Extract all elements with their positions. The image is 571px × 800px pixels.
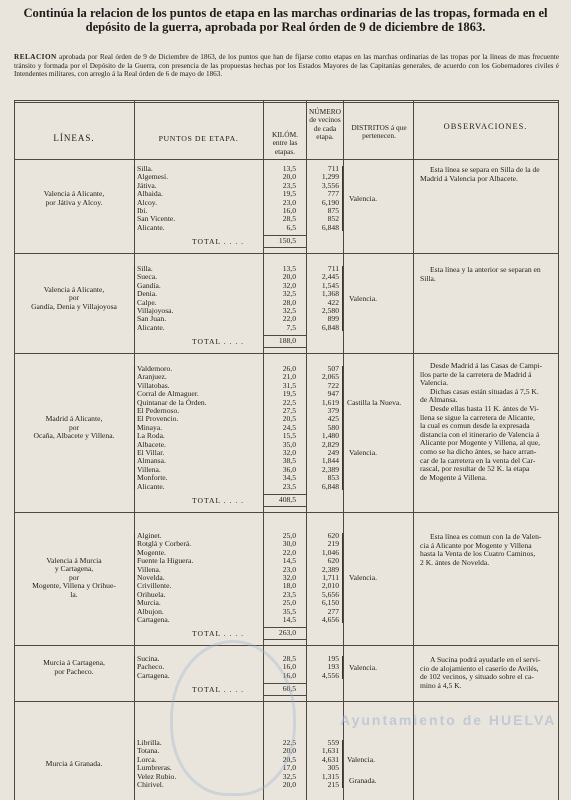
etapa-km: 15,5 xyxy=(282,431,296,441)
etapa-km: 6,5 xyxy=(286,222,296,232)
etapa-name: Lumbreras. xyxy=(137,763,172,773)
observacion xyxy=(420,362,553,482)
total-km: 188,0 xyxy=(278,336,296,346)
etapa-vecinos: 853 xyxy=(327,473,339,483)
etapa-km: 23,5 xyxy=(282,180,296,190)
etapa-name: Alicante. xyxy=(137,222,165,232)
col-rule xyxy=(14,100,15,800)
etapa-name: Villena. xyxy=(137,464,161,474)
bracket xyxy=(134,266,135,331)
observacion-line: llos parte de la carretera de Madrid á xyxy=(420,369,532,379)
page-title: Continúa la relacion de los puntos de etapa en las marchas ordinarias de las tropas, formada en el depósito de la guerra, aprobada por Real órden de 9 de diciembre de 1863. xyxy=(23,6,548,34)
total-km: 150,5 xyxy=(278,236,296,246)
etapa-name: Chirivel. xyxy=(137,780,164,789)
group-separator xyxy=(14,512,559,513)
etapa-km: 20,0 xyxy=(282,172,296,182)
etapa-name: Monforte. xyxy=(137,473,168,483)
total-label: TOTAL . . . . xyxy=(192,237,245,247)
group-separator xyxy=(14,253,559,254)
etapa-km: 34,5 xyxy=(282,473,296,483)
linea-label xyxy=(16,286,132,312)
etapa-vecinos: 6,848 xyxy=(321,481,339,491)
etapa-name: Albacete. xyxy=(137,439,166,449)
etapa-name: Murcia. xyxy=(137,598,161,608)
etapa-name: Algemesí. xyxy=(137,172,169,182)
bracket xyxy=(339,533,343,623)
etapa-km: 32,5 xyxy=(282,306,296,315)
total-rule xyxy=(263,347,306,348)
etapa-name: Ibi. xyxy=(137,206,148,215)
etapa-vecinos: 379 xyxy=(327,406,339,415)
etapa-name: Librilla. xyxy=(137,738,162,747)
etapa-vecinos: 4,556 xyxy=(321,670,339,680)
etapa-vecinos: 2,445 xyxy=(321,272,339,282)
observacion-line: distancia con el itinerario de Valencia á xyxy=(420,429,540,439)
etapa-name: Gandía. xyxy=(137,280,161,290)
etapa-vecinos: 777 xyxy=(327,189,339,199)
linea-label xyxy=(16,415,132,441)
observacion-line: Madrid á Valencia por Albacete. xyxy=(420,173,518,183)
etapa-name: Pacheco. xyxy=(137,662,165,672)
observacion-line: la cual es comun desde la expresada xyxy=(420,421,530,431)
observacion-line: de Mogente á Villena. xyxy=(420,472,487,482)
etapa-name: Villatobas. xyxy=(137,380,170,390)
col-rule xyxy=(558,100,559,800)
observacion xyxy=(420,266,553,283)
distrito: Granada. xyxy=(349,775,377,785)
etapa-vecinos: 215 xyxy=(327,780,339,789)
etapa-vecinos: 875 xyxy=(327,206,339,215)
etapa-vecinos: 249 xyxy=(327,448,339,457)
linea-line: la. xyxy=(70,590,78,600)
observacion-line: Alicante por Mogente y Villena, al que, xyxy=(420,438,541,448)
etapa-vecinos: 277 xyxy=(327,606,339,616)
etapa-km: 21,0 xyxy=(282,372,296,382)
etapa-vecinos: 2,829 xyxy=(321,439,339,449)
observacion-line: Desde ellas hasta 11 K. ántes de Vi- xyxy=(430,403,539,413)
header-observaciones: OBSERVACIONES. xyxy=(443,122,528,131)
linea-line: Murcia á Cartagena, xyxy=(43,658,105,667)
etapa-km: 20,5 xyxy=(282,754,296,764)
etapa-name: Novelda. xyxy=(137,573,165,582)
linea-line: Valencia á Alicante, xyxy=(43,189,105,198)
etapa-km: 28,0 xyxy=(282,297,296,307)
observacion-line: llena se sigue la carretera de Alicante, xyxy=(420,412,535,422)
etapa-km: 36,0 xyxy=(282,464,296,474)
total-rule xyxy=(263,247,306,248)
etapa-name: El Villar. xyxy=(137,448,165,457)
etapa-vecinos: 4,656 xyxy=(321,615,339,624)
bracket xyxy=(134,656,135,679)
bracket xyxy=(134,740,135,788)
watermark-text xyxy=(300,712,556,728)
etapa-name: Valdemoro. xyxy=(137,364,173,373)
etapa-vecinos: 711 xyxy=(327,164,339,173)
etapa-name: Silla. xyxy=(137,164,153,173)
etapa-km: 26,0 xyxy=(282,364,296,373)
linea-line: y Cartagena, xyxy=(54,564,94,574)
etapa-vecinos: 899 xyxy=(327,314,339,324)
linea-line: por Pacheco. xyxy=(54,666,94,676)
etapa-vecinos: 195 xyxy=(327,654,339,663)
etapa-name: Cartagena. xyxy=(137,670,170,680)
header-numero: NÚMERO de vecinos de cada etapa. xyxy=(308,107,342,142)
etapa-km: 20,0 xyxy=(282,272,296,282)
etapa-name: Crivillente. xyxy=(137,581,172,591)
etapa-km: 23,0 xyxy=(282,197,296,207)
linea-line: Murcia á Granada. xyxy=(45,758,103,768)
etapa-vecinos: 507 xyxy=(327,364,339,373)
etapa-vecinos: 620 xyxy=(327,531,339,540)
etapa-vecinos: 1,844 xyxy=(321,456,339,466)
etapa-km: 32,5 xyxy=(282,289,296,299)
etapa-name: Villajoyosa. xyxy=(137,306,174,315)
etapa-vecinos: 1,299 xyxy=(321,172,339,182)
etapa-vecinos: 1,368 xyxy=(321,289,339,299)
etapa-km: 22,0 xyxy=(282,547,296,557)
etapa-km: 20,0 xyxy=(282,746,296,756)
etapa-name: Albaida. xyxy=(137,189,163,199)
etapa-name: El Provencio. xyxy=(137,414,179,424)
linea-line: por xyxy=(68,293,80,303)
etapa-vecinos: 2,389 xyxy=(321,464,339,474)
etapa-km: 32,0 xyxy=(282,280,296,290)
header-kilom: KILÓM. entre las etapas. xyxy=(271,130,299,156)
linea-line: Valencia á Alicante, xyxy=(43,284,105,294)
etapa-km: 28,5 xyxy=(282,214,296,224)
etapa-vecinos: 1,619 xyxy=(321,397,339,407)
etapa-vecinos: 1,046 xyxy=(321,547,339,557)
etapa-name: Alcoy. xyxy=(137,197,157,207)
etapa-vecinos: 3,556 xyxy=(321,180,339,190)
observacion-line: Esta línea y la anterior se separan en xyxy=(430,265,541,274)
table-top-rule xyxy=(14,100,559,101)
bracket xyxy=(134,166,135,231)
total-km: 60,5 xyxy=(282,684,296,694)
watermark-label: Ayuntamiento de HUELVA xyxy=(340,712,557,728)
etapa-name: Sucina. xyxy=(137,654,160,663)
linea-line: por xyxy=(68,422,80,432)
linea-label xyxy=(16,659,132,676)
etapa-km: 35,0 xyxy=(282,439,296,449)
etapa-km: 31,5 xyxy=(282,380,296,390)
etapa-vecinos: 425 xyxy=(327,414,339,424)
linea-line: por Játiva y Alcoy. xyxy=(45,197,103,207)
etapa-name: Albujon. xyxy=(137,606,164,616)
etapa-km: 19,5 xyxy=(282,189,296,199)
etapa-name: Sueca. xyxy=(137,272,158,282)
etapa-vecinos: 5,656 xyxy=(321,589,339,599)
bracket xyxy=(339,366,343,490)
etapa-name: Alginet. xyxy=(137,531,162,540)
linea-line: Valencia á Murcia xyxy=(46,555,102,565)
bracket xyxy=(134,533,135,623)
etapa-km: 23,5 xyxy=(282,481,296,491)
etapa-vecinos: 559 xyxy=(327,738,339,747)
etapa-name: La Roda. xyxy=(137,431,165,441)
observacion-line: 2 K. ántes de Novelda. xyxy=(420,557,490,567)
total-label: TOTAL . . . . xyxy=(192,496,245,505)
distrito: Valencia. xyxy=(349,662,378,672)
etapa-km: 32,0 xyxy=(282,448,296,457)
linea-line: Madrid á Alicante, xyxy=(45,414,103,424)
etapa-km: 24,5 xyxy=(282,422,296,432)
etapa-vecinos: 1,711 xyxy=(322,573,339,582)
etapa-name: Alicante. xyxy=(137,322,165,332)
header-distritos: DISTRITOS á que pertenecen. xyxy=(351,123,407,141)
observacion xyxy=(420,533,553,567)
observacion-line: cio de alojamiento el caserío de Avilés, xyxy=(420,663,539,673)
etapa-vecinos: 1,545 xyxy=(321,280,339,290)
etapa-name: Minaya. xyxy=(137,422,163,432)
etapa-vecinos: 422 xyxy=(327,297,339,307)
etapa-km: 7,5 xyxy=(286,322,296,332)
etapa-km: 16,0 xyxy=(282,206,296,215)
watermark-crest-icon xyxy=(170,640,296,796)
etapa-vecinos: 6,848 xyxy=(321,322,339,332)
etapa-name: San Vicente. xyxy=(137,214,176,224)
linea-label xyxy=(16,190,132,207)
total-label: TOTAL . . . . xyxy=(192,337,245,347)
etapa-name: Játiva. xyxy=(137,180,157,190)
etapa-km: 22,0 xyxy=(282,314,296,324)
observacion-line: Silla. xyxy=(420,273,436,283)
table-top-rule-2 xyxy=(14,102,559,103)
etapa-km: 30,0 xyxy=(282,539,296,549)
total-km: 408,5 xyxy=(278,495,296,504)
group-separator xyxy=(14,353,559,354)
group-separator xyxy=(14,645,559,646)
etapa-name: Calpe. xyxy=(137,297,157,307)
etapa-km: 23,5 xyxy=(282,589,296,599)
etapa-name: Corral de Almaguer. xyxy=(137,389,199,399)
etapa-name: San Juan. xyxy=(137,314,167,324)
total-label: TOTAL . . . . xyxy=(192,629,245,639)
etapa-km: 22,5 xyxy=(282,738,296,747)
etapa-km: 18,0 xyxy=(282,581,296,591)
observacion-line: Dichas casas están situadas á 7,5 K. xyxy=(430,386,539,396)
etapa-vecinos: 580 xyxy=(327,422,339,432)
distrito: Valencia. xyxy=(349,293,378,303)
etapa-vecinos: 2,389 xyxy=(321,564,339,574)
etapa-name: Fuente la Higuera. xyxy=(137,556,194,566)
distrito: Valencia. xyxy=(349,448,378,457)
etapa-km: 35,5 xyxy=(282,606,296,616)
etapa-name: Lorca. xyxy=(137,754,157,764)
distrito: Valencia. xyxy=(347,754,376,764)
observacion-line: rascal, por resultar de 52 K. la etapa xyxy=(420,464,530,474)
etapa-vecinos: 193 xyxy=(327,662,339,672)
etapa-name: Orihuela. xyxy=(137,589,166,599)
bracket xyxy=(339,740,343,788)
etapa-km: 14,5 xyxy=(282,615,296,624)
etapa-km: 20,5 xyxy=(282,414,296,424)
observacion-line: Esta línea es comun con la de Valen- xyxy=(430,532,542,541)
etapa-km: 16,0 xyxy=(282,670,296,680)
observacion-line: de 102 vecinos, y situado sobre el ca- xyxy=(420,672,534,682)
total-rule xyxy=(263,639,306,640)
observacion-line: hasta la Venta de los Cuatro Caminos, xyxy=(420,549,536,559)
etapa-km: 16,0 xyxy=(282,662,296,672)
header-puntos: PUNTOS DE ETAPA. xyxy=(158,134,239,143)
etapa-vecinos: 711 xyxy=(327,264,339,273)
observacion xyxy=(420,166,553,183)
etapa-vecinos: 2,580 xyxy=(321,306,339,315)
header-bottom-rule xyxy=(14,159,559,160)
col-rule xyxy=(413,100,414,800)
etapa-km: 38,5 xyxy=(282,456,296,466)
observacion-line: Valencia. xyxy=(420,378,449,388)
etapa-vecinos: 6,190 xyxy=(321,197,339,207)
etapa-km: 17,0 xyxy=(282,763,296,773)
etapa-vecinos: 305 xyxy=(327,763,339,773)
etapa-km: 32,0 xyxy=(282,573,296,582)
distrito: Castilla la Nueva. xyxy=(347,397,402,407)
etapa-name: Denia. xyxy=(137,289,158,299)
etapa-vecinos: 722 xyxy=(327,380,339,390)
etapa-km: 28,5 xyxy=(282,654,296,663)
bracket xyxy=(339,166,343,231)
header-lineas: LÍNEAS. xyxy=(53,133,95,143)
observacion-line: de Almansa. xyxy=(420,395,458,405)
etapa-km: 23,0 xyxy=(282,564,296,574)
linea-line: por xyxy=(68,572,80,582)
etapa-vecinos: 1,480 xyxy=(321,431,339,441)
etapa-vecinos: 852 xyxy=(327,214,339,224)
etapa-km: 25,0 xyxy=(282,598,296,608)
etapa-vecinos: 6,150 xyxy=(321,598,339,608)
etapa-name: Velez Rubio. xyxy=(137,771,177,781)
linea-line: Mogente, Villena y Orihue- xyxy=(32,581,116,591)
etapa-km: 14,5 xyxy=(282,556,296,566)
linea-line: Gandía, Denia y Villajoyosa xyxy=(31,301,117,311)
etapa-name: Mogente. xyxy=(137,547,166,557)
etapa-vecinos: 1,631 xyxy=(321,746,339,756)
etapa-vecinos: 1,315 xyxy=(321,771,339,781)
observacion-line: mino á 4,5 K. xyxy=(420,680,462,690)
etapa-name: Quintanar de la Órden. xyxy=(137,397,207,407)
observacion-line: A Sucina podrá ayudarle en el servi- xyxy=(430,655,541,664)
etapa-vecinos: 2,010 xyxy=(321,581,339,591)
etapa-vecinos: 6,848 xyxy=(321,222,339,232)
etapa-name: Almansa. xyxy=(137,456,166,466)
etapa-km: 13,5 xyxy=(282,264,296,273)
etapa-km: 22,5 xyxy=(282,397,296,407)
total-label: TOTAL . . . . xyxy=(192,685,245,695)
linea-label xyxy=(16,760,132,769)
etapa-km: 19,5 xyxy=(282,389,296,399)
linea-label xyxy=(16,557,132,600)
etapa-vecinos: 2,065 xyxy=(321,372,339,382)
observacion-line: Desde Madrid á las Casas de Campi- xyxy=(430,361,543,370)
etapa-name: Cartagena. xyxy=(137,615,170,624)
observacion-line: como se ha dicho ántes, se hace arran- xyxy=(420,446,537,456)
etapa-vecinos: 947 xyxy=(327,389,339,399)
etapa-vecinos: 4,631 xyxy=(321,754,339,764)
distrito: Valencia. xyxy=(349,573,378,583)
intro-text: aprobada por Real órden de 9 de Diciembre de 1863, de los puntos que han de fijarse como etapas en las marchas ordinarias de las tropas por la líneas de mas frecuente tránsito y formada por el Depósito de la Guerra, con presencia de las propuestas hechas por los Estados Mayores de las Capitanías generales, de acuerdo con los Gobernadores civiles é Intendentes militares, con arreglo á la Real órden de 6 de mayo de 1863. xyxy=(14,53,560,79)
observacion-line: Esta línea se separa en Silla de la de xyxy=(430,165,540,174)
linea-line: Ocaña, Albacete y Villena. xyxy=(33,431,115,441)
intro-paragraph xyxy=(14,53,559,79)
bracket xyxy=(134,366,135,490)
etapa-km: 20,0 xyxy=(282,780,296,789)
etapa-name: Rotglá y Corberá. xyxy=(137,539,192,549)
etapa-name: Aranjuez. xyxy=(137,372,167,382)
total-rule xyxy=(263,506,306,507)
observacion-line: car de la carretera en la venta del Car- xyxy=(420,455,536,465)
etapa-name: Villena. xyxy=(137,564,161,574)
etapa-vecinos: 219 xyxy=(327,539,339,549)
intro-lead: RELACION xyxy=(14,53,57,61)
bracket xyxy=(339,266,343,331)
etapa-km: 27,5 xyxy=(282,406,296,415)
total-km: 263,0 xyxy=(278,628,296,638)
etapa-km: 32,5 xyxy=(282,771,296,781)
observacion-line: cia á Alicante por Mogente y Villena xyxy=(420,540,532,550)
etapa-name: Totana. xyxy=(137,746,160,756)
etapa-km: 25,0 xyxy=(282,531,296,540)
etapa-name: Silla. xyxy=(137,264,153,273)
observacion xyxy=(420,656,553,690)
distrito: Valencia. xyxy=(349,193,378,203)
etapa-name: Alicante. xyxy=(137,481,165,491)
bracket xyxy=(339,656,343,679)
col-rule xyxy=(343,100,344,800)
etapa-km: 13,5 xyxy=(282,164,296,173)
etapa-vecinos: 620 xyxy=(327,556,339,566)
etapa-name: El Pedernoso. xyxy=(137,406,180,415)
